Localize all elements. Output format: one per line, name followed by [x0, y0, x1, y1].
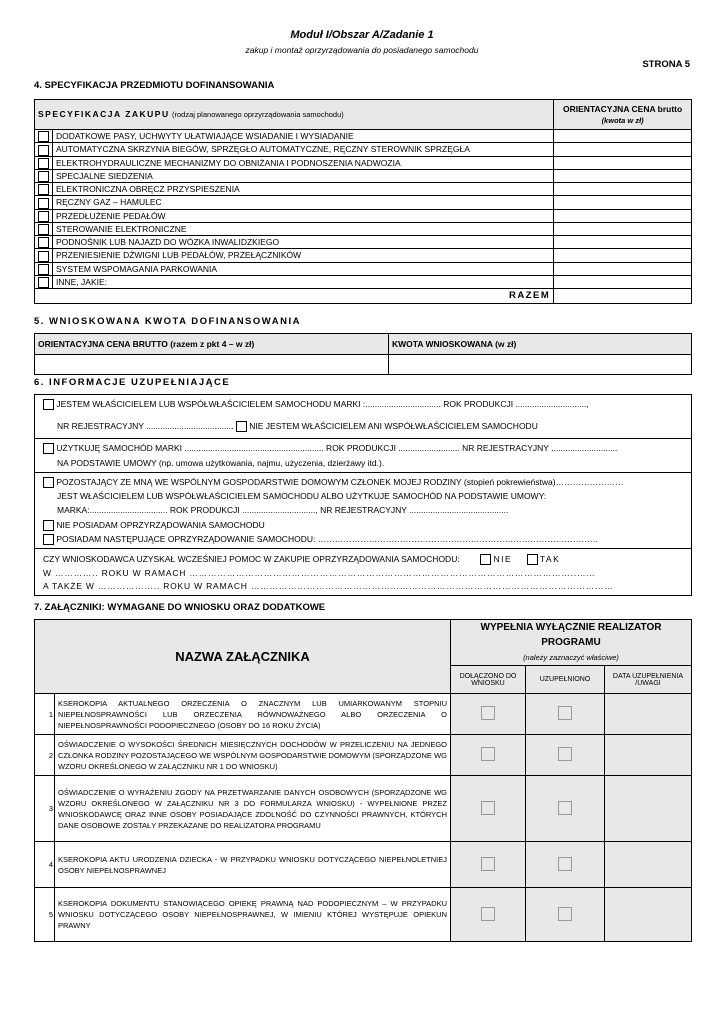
attachment-number: 2	[35, 735, 55, 776]
price-input[interactable]	[554, 236, 692, 249]
spec-item-label: SYSTEM WSPOMAGANIA PARKOWANIA	[53, 262, 554, 275]
supplemented-cell	[526, 735, 605, 776]
price-header	[554, 100, 692, 130]
spec-checkbox[interactable]	[38, 277, 49, 288]
attachments-table	[34, 619, 692, 942]
total-input[interactable]	[554, 289, 692, 304]
attached-cell	[451, 694, 526, 735]
price-input[interactable]	[554, 130, 692, 143]
additional-info-box	[34, 394, 692, 596]
spec-row	[35, 183, 692, 196]
price-input[interactable]	[554, 262, 692, 275]
date-notes-cell[interactable]	[605, 694, 692, 735]
attached-cell	[451, 735, 526, 776]
divider	[35, 548, 691, 549]
prior-aid-no-label: NIE	[493, 554, 513, 564]
requested-amount-table	[34, 333, 692, 375]
owner-label: JESTEM WŁAŚCICIELEM LUB WSPÓŁWŁAŚCICIELEM SAMOCHODU MARKI :................................ ROK PRODUKCJI ..............................,	[56, 399, 589, 409]
family-member-checkbox[interactable]	[43, 477, 54, 488]
spec-row	[35, 130, 692, 143]
spec-item-label: ELEKTRONICZNA OBRĘCZ PRZYSPIESZENIA	[53, 183, 554, 196]
owner-checkbox[interactable]	[43, 399, 54, 410]
spec-item-label: PRZEDŁUŻENIE PEDAŁÓW	[53, 209, 554, 222]
date-notes-header: DATA UZUPEŁNIENIA /UWAGI	[605, 666, 692, 694]
spec-row	[35, 222, 692, 235]
attachment-row	[35, 735, 692, 776]
section-5-heading: 5. WNIOSKOWANA KWOTA DOFINANSOWANIA	[34, 316, 301, 327]
supplemented-cell	[526, 842, 605, 888]
attachment-description: OŚWIADCZENIE O WYSOKOŚCI ŚREDNICH MIESIĘCZNYCH DOCHODÓW W PRZELICZENIU NA JEDNEGO CZŁONKA RODZINY POZOSTAJĄCEGO WE WSPÓLNYM GOSPODARSTWIE DOMOWYM (SPORZĄDZONE WG WZORU OKREŚLONEGO W ZAŁĄCZNIKU NR 1 DO WNIOSKU)	[55, 735, 451, 776]
supplemented-checkbox[interactable]	[558, 907, 572, 921]
section-7-heading: 7. ZAŁĄCZNIKI: WYMAGANE DO WNIOSKU ORAZ DODATKOWE	[34, 602, 326, 613]
date-notes-cell[interactable]	[605, 888, 692, 942]
attached-cell	[451, 842, 526, 888]
spec-checkbox[interactable]	[38, 264, 49, 275]
spec-item-label: DODATKOWE PASY, UCHWYTY UŁATWIAJĄCE WSIADANIE I WYSIADANIE	[53, 130, 554, 143]
supplemented-header: UZUPEŁNIONO	[526, 666, 605, 694]
info-line-owner	[43, 399, 589, 410]
spec-header-note: (rodzaj planowanego oprzyrządowania samochodu)	[172, 110, 344, 119]
supplemented-checkbox[interactable]	[558, 801, 572, 815]
spec-row	[35, 209, 692, 222]
info-line-registration	[57, 421, 538, 432]
price-input[interactable]	[554, 196, 692, 209]
attachment-number: 1	[35, 694, 55, 735]
spec-row	[35, 262, 692, 275]
family-owner-text: JEST WŁAŚCICIELEM LUB WSPÓŁWŁAŚCICIELEM SAMOCHODU ALBO UŻYTKUJE SAMOCHÓD NA PODSTAWIE UMOWY:	[57, 491, 547, 501]
spec-item-label: SPECJALNE SIEDZENIA	[53, 169, 554, 182]
spec-checkbox[interactable]	[38, 251, 49, 262]
spec-row	[35, 169, 692, 182]
spec-checkbox[interactable]	[38, 224, 49, 235]
price-input[interactable]	[554, 209, 692, 222]
attachment-number: 5	[35, 888, 55, 942]
realizator-header-note: (należy zaznaczyć właściwe)	[523, 653, 619, 662]
attachment-row	[35, 776, 692, 842]
info-line-prior-aid	[43, 554, 560, 565]
no-equipment-label: NIE POSIADAM OPRZYRZĄDOWANIA SAMOCHODU	[56, 520, 265, 530]
spec-row	[35, 275, 692, 288]
price-input[interactable]	[554, 169, 692, 182]
estimated-price-header: ORIENTACYJNA CENA BRUTTO (razem z pkt 4 – w zł)	[35, 334, 389, 355]
supplemented-cell	[526, 776, 605, 842]
family-vehicle-details: MARKA:................................. ROK PRODUKCJI ..............................., NR REJESTRACYJNY ..........................................	[57, 505, 509, 515]
attachment-description: KSEROKOPIA AKTUALNEGO ORZECZENIA O ZNACZNYM LUB UMIARKOWANYM STOPNIU NIEPEŁNOSPRAWNOŚCI LUB ORZECZENIA RÓWNOWAŻNEGO ALBO ORZECZENIA O NIEPEŁNOSPRAWNOŚCI PODOPIECZNEGO (OSOBY DO 16 ROKU ŻYCIA)	[55, 694, 451, 735]
user-checkbox[interactable]	[43, 443, 54, 454]
realizator-header	[451, 620, 692, 666]
spec-checkbox[interactable]	[38, 158, 49, 169]
section-6-heading: 6. INFORMACJE UZUPEŁNIAJĄCE	[34, 377, 231, 388]
attachment-name-header: NAZWA ZAŁĄCZNIKA	[35, 620, 451, 694]
total-label: RAZEM	[35, 289, 554, 304]
prior-aid-year-line: W ………….. ROKU W RAMACH ……………………………………………………………………………………………………………..……	[43, 568, 596, 578]
section-4-heading: 4. SPECYFIKACJA PRZEDMIOTU DOFINANSOWANIA	[34, 80, 275, 91]
date-notes-cell[interactable]	[605, 776, 692, 842]
prior-aid-question: CZY WNIOSKODAWCA UZYSKAŁ WCZEŚNIEJ POMOC W ZAKUPIE OPRZYRZĄDOWANIA SAMOCHODU:	[43, 554, 460, 564]
date-notes-cell[interactable]	[605, 735, 692, 776]
supplemented-cell	[526, 888, 605, 942]
spec-checkbox[interactable]	[38, 145, 49, 156]
prior-aid-year-line-2: A TAKŻE W ……………….. ROKU W RAMACH ………………………………………………………………………………………………………	[43, 581, 614, 591]
has-equipment-label: POSIADAM NASTĘPUJĄCE OPRZYRZĄDOWANIE SAMOCHODU: ………………………………………………………………………………………	[56, 534, 599, 544]
spec-item-label: AUTOMATYCZNA SKRZYNIA BIEGÓW, SPRZĘGŁO AUTOMATYCZNE, RĘCZNY STEROWNIK SPRZĘGŁA	[53, 143, 554, 156]
price-input[interactable]	[554, 156, 692, 169]
spec-row	[35, 156, 692, 169]
spec-item-label[interactable]: INNE, JAKIE:	[53, 275, 554, 288]
price-input[interactable]	[554, 143, 692, 156]
contract-basis-text: NA PODSTAWIE UMOWY (np. umowa użytkowania, najmu, użyczenia, dzierżawy itd.).	[57, 458, 385, 468]
info-line-user	[43, 443, 617, 454]
form-subtitle: zakup i montaż oprzyrządowania do posiadanego samochodu	[245, 45, 479, 55]
supplemented-cell	[526, 694, 605, 735]
no-equipment-checkbox[interactable]	[43, 520, 54, 531]
requested-amount-input[interactable]	[389, 355, 692, 375]
requested-amount-header: KWOTA WNIOSKOWANA (w zł)	[389, 334, 692, 355]
spec-checkbox[interactable]	[38, 211, 49, 222]
attachment-description: KSEROKOPIA AKTU URODZENIA DZIECKA - W PRZYPADKU WNIOSKU DOTYCZĄCEGO NIEPEŁNOLETNIEJ OSOBY NIEPEŁNOSPRAWNEJ	[55, 842, 451, 888]
spec-checkbox[interactable]	[38, 198, 49, 209]
attached-header: DOŁĄCZONO DO WNIOSKU	[451, 666, 526, 694]
spec-checkbox[interactable]	[38, 237, 49, 248]
spec-item-label: STEROWANIE ELEKTRONICZNE	[53, 222, 554, 235]
attachment-description: OŚWIADCZENIE O WYRAŻENIU ZGODY NA PRZETWARZANIE DANYCH OSOBOWYCH (SPORZĄDZONE WG WZORU OKREŚLONEGO W ZAŁĄCZNIKU NR 3 DO FORMULARZA WNIOSKU) - WYPEŁNIONE PRZEZ WNIOSKODAWCĘ ORAZ INNE OSOBY POSIADAJĄCE ZDOLNOŚĆ DO CZYNNOŚCI PRAWNYCH, KTÓRYCH DANE OSOBOWE ZOSTAŁY PRZEKAZANE DO REALIZATORA PROGRAMU	[55, 776, 451, 842]
attached-cell	[451, 888, 526, 942]
attached-checkbox[interactable]	[481, 857, 495, 871]
estimated-price-input[interactable]	[35, 355, 389, 375]
attachment-description: KSEROKOPIA DOKUMENTU STANOWIĄCEGO OPIEKĘ PRAWNĄ NAD PODOPIECZNYM – W PRZYPADKU WNIOSKU DOTYCZĄCEGO OSOBY NIEPEŁNOSPRAWNEJ, W IMIENIU KTÓREJ WYSTĘPUJE OPIEKUN PRAWNY	[55, 888, 451, 942]
price-header-note: (kwota w zł)	[601, 115, 644, 125]
spec-header-label: SPECYFIKACJA ZAKUPU	[38, 109, 170, 119]
attached-checkbox[interactable]	[481, 706, 495, 720]
not-owner-checkbox[interactable]	[236, 421, 247, 432]
attached-checkbox[interactable]	[481, 907, 495, 921]
spec-row	[35, 249, 692, 262]
prior-aid-no-checkbox[interactable]	[480, 554, 491, 565]
attached-cell	[451, 776, 526, 842]
info-line-family	[43, 477, 624, 488]
attachment-row	[35, 888, 692, 942]
realizator-header-label: WYPEŁNIA WYŁĄCZNIE REALIZATOR PROGRAMU	[480, 622, 662, 648]
prior-aid-yes-label: TAK	[539, 554, 561, 564]
spec-item-label: PRZENIESIENIE DŹWIGNI LUB PEDAŁÓW, PRZEŁĄCZNIKÓW	[53, 249, 554, 262]
form-title: Moduł I/Obszar A/Zadanie 1	[290, 29, 434, 41]
specification-table	[34, 99, 692, 304]
date-notes-cell[interactable]	[605, 842, 692, 888]
info-line-no-equipment	[43, 520, 265, 531]
attachment-row	[35, 842, 692, 888]
total-row	[35, 289, 692, 304]
info-line-has-equipment	[43, 534, 598, 545]
prior-aid-yes-checkbox[interactable]	[527, 554, 538, 565]
divider	[35, 438, 691, 439]
divider	[35, 472, 691, 473]
spec-checkbox[interactable]	[38, 171, 49, 182]
not-owner-label: NIE JESTEM WŁAŚCICIELEM ANI WSPÓŁWŁAŚCICIELEM SAMOCHODU	[249, 421, 538, 431]
price-input[interactable]	[554, 249, 692, 262]
supplemented-checkbox[interactable]	[558, 857, 572, 871]
has-equipment-checkbox[interactable]	[43, 534, 54, 545]
spec-item-label: PODNOŚNIK LUB NAJAZD DO WÓZKA INWALIDZKIEGO	[53, 236, 554, 249]
spec-item-label: ELEKTROHYDRAULICZNE MECHANIZMY DO OBNIŻANIA I PODNOSZENIA NADWOZIA	[53, 156, 554, 169]
spec-item-label: RĘCZNY GAZ – HAMULEC	[53, 196, 554, 209]
spec-row	[35, 236, 692, 249]
supplemented-checkbox[interactable]	[558, 706, 572, 720]
spec-checkbox[interactable]	[38, 184, 49, 195]
attachment-row	[35, 694, 692, 735]
registration-label: NR REJESTRACYJNY .....................................	[57, 421, 234, 431]
spec-checkbox[interactable]	[38, 131, 49, 142]
attached-checkbox[interactable]	[481, 747, 495, 761]
price-header-label: ORIENTACYJNA CENA brutto	[563, 103, 683, 114]
user-label: UŻYTKUJĘ SAMOCHÓD MARKI ........................................................... ROK PRODUKCJI .......................... NR REJESTRACYJNY ............................	[56, 443, 618, 453]
spec-row	[35, 143, 692, 156]
spec-row	[35, 196, 692, 209]
supplemented-checkbox[interactable]	[558, 747, 572, 761]
attached-checkbox[interactable]	[481, 801, 495, 815]
attachment-number: 3	[35, 776, 55, 842]
attachment-number: 4	[35, 842, 55, 888]
page-number: STRONA 5	[642, 59, 690, 70]
price-input[interactable]	[554, 183, 692, 196]
price-input[interactable]	[554, 222, 692, 235]
price-input[interactable]	[554, 275, 692, 288]
family-member-label: POZOSTAJĄCY ZE MNĄ WE WSPÓLNYM GOSPODARSTWIE DOMOWYM CZŁONEK MOJEJ RODZINY (stopień pokrewieństwa)……………………	[56, 477, 624, 487]
spec-header	[35, 100, 554, 130]
